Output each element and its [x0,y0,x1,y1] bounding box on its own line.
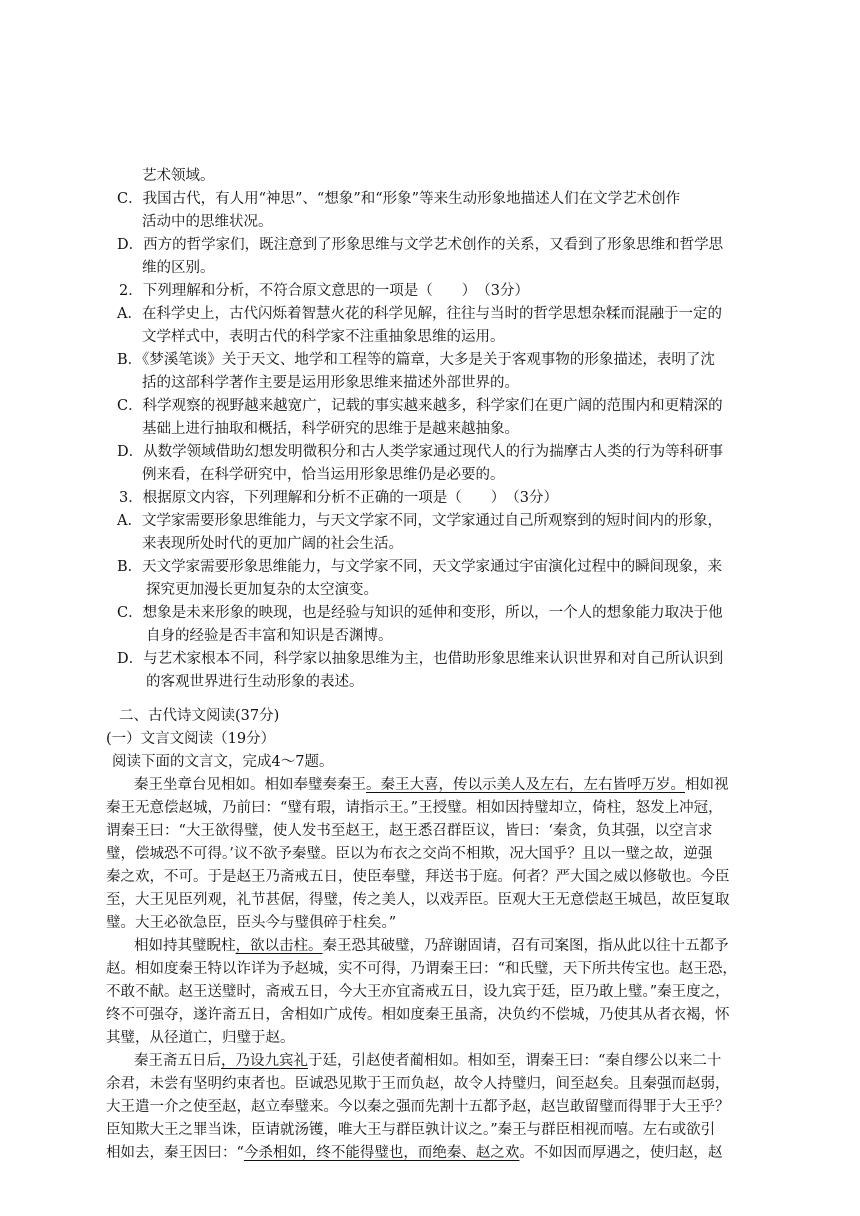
q3-option-d-line2: 的客观世界进行生动形象的表述。 [146,674,364,690]
passage-line: 秦之欢，不可。于是赵王乃斋戒五日，使臣奉璧，拜送书于庭。何者？严大国之威以修敬也。今臣 [106,869,730,885]
passage-line: 不敢不献。赵王送璧时，斋戒五日，今大王亦宜斋戒五日，设九宾于廷，臣乃敢上璧。”秦王度之， [106,984,730,1000]
passage-line: 秦王斋五日后，乃设九宾礼于廷，引赵使者蔺相如。相如至，谓秦王曰：“秦自缪公以来二十 [134,1053,722,1069]
passage-line: 秦王坐章台见相如。相如奉璧奏秦王。秦王大喜，传以示美人及左右，左右皆呼万岁。相如视 [134,777,729,793]
passage-line: 相如持其璧睨柱，欲以击柱。秦王恐其破璧，乃辞谢固请，召有司案图，指从此以往十五都予 [134,938,729,954]
q1-option-d-line2: 维的区别。 [142,260,215,276]
q2-option-c-line2: 基础上进行抽取和概括，科学研究的思维于是越来越抽象。 [142,421,519,437]
underlined-sentence: 今杀相如，终不能得璧也，而绝秦、赵之欢 [243,1145,520,1161]
passage-line: 大王遣一介之使至赵，赵立奉璧来。今以秦之强而先割十五都予赵，赵岂敢留璧而得罪于大王乎？ [106,1099,730,1115]
q2-option-c-line1: C．科学观察的视野越来越宽广，记载的事实越来越多，科学家们在更广阔的范围内和更精深的 [117,398,723,414]
q1-option-c-line2: 活动中的思维状况。 [142,214,273,230]
q2-option-b-line2: 括的这部科学著作主要是运用形象思维来描述外部世界的。 [142,375,519,391]
q1-option-d-line1: D．西方的哲学家们，既注意到了形象思维与文学艺术创作的关系，又看到了形象思维和哲学思 [117,237,724,253]
q3-stem: 3．根据原文内容，下列理解和分析不正确的一项是（ ） （3分） [119,490,558,506]
passage-line: 其璧，从径道亡，归璧于赵。 [106,1030,295,1046]
passage-line: 谓秦王曰：“大王欲得璧，使人发书至赵王，赵王悉召群臣议，皆曰：‘秦贪，负其强，以空言求 [106,823,713,839]
q2-option-d-line1: D．从数学领域借助幻想发明微积分和古人类学家通过现代人的行为揣摩古人类的行为等科研事 [117,444,724,460]
passage-line: 璧，偿城恐不可得。’议不欲予秦璧。臣以为布衣之交尚不相欺，况大国乎？且以一璧之故，逆强 [106,846,713,862]
passage-line: 余君，未尝有坚明约束者也。臣诚恐见欺于王而负赵，故令人持璧归，间至赵矣。且秦强而赵弱， [106,1076,730,1092]
q3-option-b-line2: 探究更加漫长更加复杂的太空演变。 [146,582,378,598]
passage-line: 臣知欺大王之罪当诛，臣请就汤镬，唯大王与群臣孰计议之。”秦王与群臣相视而嘻。左右或欲引 [106,1122,716,1138]
underlined-phrase: ，欲以击柱。 [235,938,323,954]
q3-option-a-line2: 来表现所处时代的更加广阔的社会生活。 [142,536,403,552]
passage-line: 秦王无意偿赵城，乃前曰：“璧有瑕，请指示王。”王授璧。相如因持璧却立，倚柱，怒发上冲冠， [106,800,723,816]
q3-option-c-line2: 自身的经验是否丰富和知识是否渊博。 [146,628,393,644]
q1-option-c-line1: C．我国古代，有人用“神思”、“想象”和“形象”等来生动形象地描述人们在文学艺术创作 [117,191,681,207]
underlined-phrase: ，乃设九宾礼 [221,1053,308,1069]
section-title: 二、古代诗文阅读(37分) [119,708,280,724]
passage-line: 璧。大王必欲急臣，臣头今与璧俱碎于柱矣。” [106,915,397,931]
q2-stem: 2．下列理解和分析，不符合原文意思的一项是（ ） （3分） [119,283,529,299]
q2-option-a-line2: 文学样式中，表明古代的科学家不注重抽象思维的运用。 [142,329,505,345]
q3-option-c-line1: C．想象是未来形象的映现，也是经验与知识的延伸和变形，所以，一个人的想象能力取决于他 [117,605,723,621]
q3-option-d-line1: D．与艺术家根本不同，科学家以抽象思维为主，也借助形象思维来认识世界和对自己所认识到 [117,651,724,667]
passage-line: 至，大王见臣列观，礼节甚倨，得璧，传之美人，以戏弄臣。臣观大王无意偿赵王城邑，故臣复取 [106,892,730,908]
q2-option-b-line1: B．《梦溪笔谈》关于天文、地学和工程等的篇章，大多是关于客观事物的形象描述，表明了沈 [117,352,715,368]
q2-option-a-line1: A．在科学史上，古代闪烁着智慧火花的科学见解，往往与当时的哲学思想杂糅而混融于一定的 [117,306,722,322]
subsection-title: (一）文言文阅读（19分） [106,731,276,747]
passage-line: 终不可强夺，遂许斋五日，舍相如广成传。相如度秦王虽斋，决负约不偿城，乃使其从者衣褐，怀 [106,1007,730,1023]
reading-instruction: 阅读下面的文言文，完成4～7题。 [112,754,334,770]
underlined-sentence: 。秦王大喜，传以示美人及左右，左右皆呼万岁。 [366,777,685,793]
q3-option-b-line1: B．天文学家需要形象思维能力，与文学家不同，天文学家通过宇宙演化过程中的瞬间现象，来 [117,559,723,575]
passage-line: 相如去，秦王因曰：“今杀相如，终不能得璧也，而绝秦、赵之欢。不如因而厚遇之，使归赵，赵 [106,1145,723,1161]
q1-tail: 艺术领域。 [142,168,215,184]
q2-option-d-line2: 例来看，在科学研究中，恰当运用形象思维仍是必要的。 [142,467,505,483]
q3-option-a-line1: A．文学家需要形象思维能力，与天文学家不同，文学家通过自己所观察到的短时间内的形象， [117,513,722,529]
passage-line: 赵。相如度秦王特以诈详为予赵城，实不可得，乃谓秦王曰：“和氏璧，天下所共传宝也。赵王恐， [106,961,737,977]
